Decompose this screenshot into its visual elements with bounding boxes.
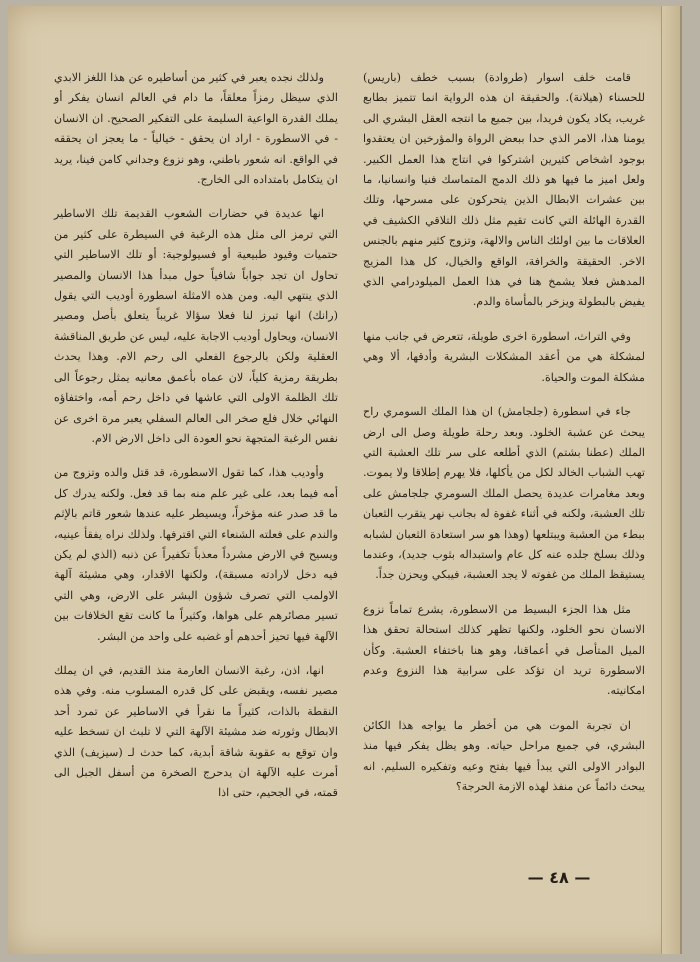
paragraph: جاء في اسطورة (جلجامش) ان هذا الملك السومري راح يبحث عن عشبة الخلود. وبعد رحلة طويلة وصل الى ارض الملك (عطنا بشتم) الذي أطلعه على سر تلك العشبة التي تهب الشباب الخالد لكل من يأكلها، فلا يهرم إطلاقا ولا يموت. وبعد مغامرات عديدة يحصل الملك السومري جلجامش على تلك العشبة، ولكنه في أثناء غفوة له بجانب نهر يتقرب الثعبان ببطء من العشبة ويبتلعها (وهذا هو سر استعادة الثعبان لشبابه وذلك بسلخ جلده عنه كل عام واستبداله بثوب جديد)، وعندما يستيقظ الملك من غفوته لا يجد العشبة، فيبكي ويحزن جداً. bbox=[363, 405, 645, 582]
paragraph: وفي التراث، اسطورة اخرى طويلة، تتعرض في جانب منها لمشكلة هي من أعقد المشكلات البشرية وأدقها، ألا وهي مشكلة الموت والحياة. bbox=[363, 329, 645, 384]
paragraph: وأوديب هذا، كما تقول الاسطورة، قد قتل والده وتزوج من أمه فيما بعد، على غير علم منه بما قد فعل. ولكنه يدرك كل ما قد صدر عنه مؤخراً، ويسيطر عليه عندها شعور قاتم بالإثم والندم على فعلته الشنعاء التي اقترفها. ولذلك نراه يفقأ عينيه، ويسيح في الارض مشرداً معذباً تكفيراً عن ذنبه (الذي لم يكن فيه دخل لارادته مسبقة)، ولكنها الاقدار، وهي مشيئة آلهة الاولمب التي تصرف شؤون البشر على الارض، وهي التي تسير مصائرهم على هواها، وكثيراً ما كانت تقع الخلافات بين الآلهة فيها تحيز أحدهم أو غضبه على واحد من البشر. bbox=[54, 466, 338, 643]
paragraph: ان تجربة الموت هي من أخطر ما يواجه هذا الكائن البشري، في جميع مراحل حياته. وهو يظل يفكر فيها منذ البوادر الاولى التي يبدأ فيها بفتح وعيه وتفكيره السليم. انه يبحث دائماً عن منفذ لهذه الازمة الحرجة؟ bbox=[363, 718, 645, 793]
right-column bbox=[363, 68, 645, 811]
paragraph: قامت خلف اسوار (طروادة) بسبب خطف (باريس) للحسناء (هيلانة). والحقيقة ان هذه الرواية انما تتميز بطابع غريب، يكاد يكون فريدا، بين جميع ما انتجه العقل البشري الى يومنا هذا، الامر الذي حدا ببعض الرواة والمؤرخين ان يعتقدوا بوجود اشخاص كثيرين اشتركوا في انتاج هذا العمل الكبير. ولعل اميز ما فيها هو ذلك الدمج المتماسك فنيا وانسانيا، ما بين عشرات الابطال الذين يتحركون على مسرحها، وتلك القدرة الهائلة التي كانت تقيم مثل ذلك التلاقي الكشيف في العلاقات ما بين اولئك الناس والالهة، وتزوج كثير منهم بالجنس الاخر. الحقيقة والخرافة، الواقع والخيال، كل هذا المزيج المدهش فعلا يشمخ هنا في هذا العمل الميلودرامي الذي يفيض بالبطولة ويزخر بالمأساة والدم. bbox=[363, 71, 645, 309]
book-page bbox=[8, 6, 682, 954]
paragraph: انها عديدة في حضارات الشعوب القديمة تلك الاساطير التي ترمز الى مثل هذه الرغبة في السيطرة على كثير من حتميات وقيود طبيعية أو فسيولوجية: أو تلك الاساطير التي تحاول ان تجد جواباً شافياً حول مبدأ هذا الانسان والمصير الذي ينتهي اليه. ومن هذه الامثلة اسطورة أوديب التي يقول (رانك) انها تبرز لنا فعلا سؤالا غريباً يتعلق بأصل ومصير الانسان، ويحاول أوديب الاجابة عليه، ليس عن طريق المناقشة العقلية ولكن بالرجوع الفعلي الى رحم الام. وهذا يحدث بطريقة رمزية كلياً، لان عماه بأعمق معانيه يمثل رجوعاً الى تلك الظلمة الاولى التي عاشها في داخل رحم أمه، واختفاؤه النهائي خلال فلع صخر الى العالم السفلي يعبر مرة اخرى عن نفس الرغبة المتجهة نحو العودة الى داخل الارض الام. bbox=[54, 207, 338, 445]
left-column bbox=[54, 68, 338, 818]
page-edge bbox=[661, 6, 680, 954]
paragraph: مثل هذا الجزء البسيط من الاسطورة، يشرع تماماً نزوع الانسان نحو الخلود، ولكنها تظهر كذلك استحالة تحقق هذا الميل المتأصل في أعماقنا، وهو هنا باختفاء العشبة. وكأن الاسطورة تريد ان تؤكد على سرابية هذا النزوع وعدم امكانيته. bbox=[363, 602, 645, 698]
paragraph: انها، اذن، رغبة الانسان العارمة منذ القديم، في ان يملك مصير نفسه، ويقبض على كل قدره المسلوب منه. وفي هذه النقطة بالذات، كثيراً ما نقرأ في الاساطير عن تمرد أحد الابطال وثورته ضد مشيئة الآلهة التي لا تلبث ان تسخط عليه وان توقع به عقوبة شاقة أبدية، كما حدث لـ (سيزيف) الذي أمرت عليه الآلهة ان يدحرج الصخرة من أسفل الجبل الى قمته، في الجحيم، حتى اذا bbox=[54, 663, 338, 800]
page-number: — ٤٨ — bbox=[527, 868, 591, 887]
paragraph: ولذلك نجده يعبر في كثير من أساطيره عن هذا اللغز الابدي الذي سيظل رمزاً معلقاً، ما دام في العالم انسان يفكر أو يملك القدرة الواعية السليمة على التفكير الصحيح. ان الانسان - في الاسطورة - اراد ان يحقق - خيالياً - ما يعجز ان يحققه في الواقع. انه شعور باطني، وهو نزوع وجداني كامن فينا، يريد ان يتكامل بامتداده الى الخارج. bbox=[54, 71, 338, 187]
